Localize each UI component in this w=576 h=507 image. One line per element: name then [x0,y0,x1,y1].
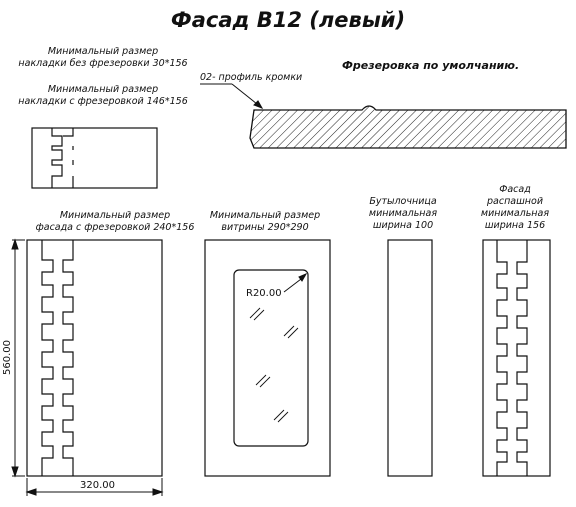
overlay-mill-line2: накладки с фрезеровкой 146*156 [18,96,188,107]
edge-profile-label: 02- профиль кромки [200,72,303,83]
hinged-label-line4: ширина 156 [484,220,546,231]
bottle-label-line2: минимальная [368,208,438,219]
hinged-label-line3: минимальная [480,208,550,219]
width-dimension-value: 320.00 [80,480,115,491]
height-dimension-value: 560.00 [2,340,13,375]
overlay-no-mill-line1: Минимальный размер [47,46,159,57]
facade-milled-panel [27,240,162,476]
bottle-holder-panel [388,240,432,476]
vitrine-label-line2: витрины 290*290 [221,222,309,233]
overlay-no-mill-line2: накладки без фрезеровки 30*156 [18,58,188,69]
edge-profile-leader [200,84,262,108]
vitrine-label-line1: Минимальный размер [209,210,321,221]
bottle-label-line3: ширина 100 [372,220,434,231]
facade-label-line1: Минимальный размер [59,210,171,221]
facade-label-line2: фасада с фрезеровкой 240*156 [35,222,195,233]
height-dimension [12,240,25,476]
hinged-facade-panel [483,240,550,476]
radius-value: R20.00 [246,288,282,299]
overlay-sample [32,128,157,188]
hinged-label-line1: Фасад [499,184,531,195]
overlay-mill-line1: Минимальный размер [47,84,159,95]
profile-caption: Фрезеровка по умолчанию. [342,59,520,72]
bottle-label-line1: Бутылочница [369,196,437,207]
hinged-label-line2: распашной [487,196,543,207]
edge-profile-section [250,106,566,148]
vitrine-panel [205,240,330,476]
drawing-title: Фасад В12 (левый) [170,8,406,32]
